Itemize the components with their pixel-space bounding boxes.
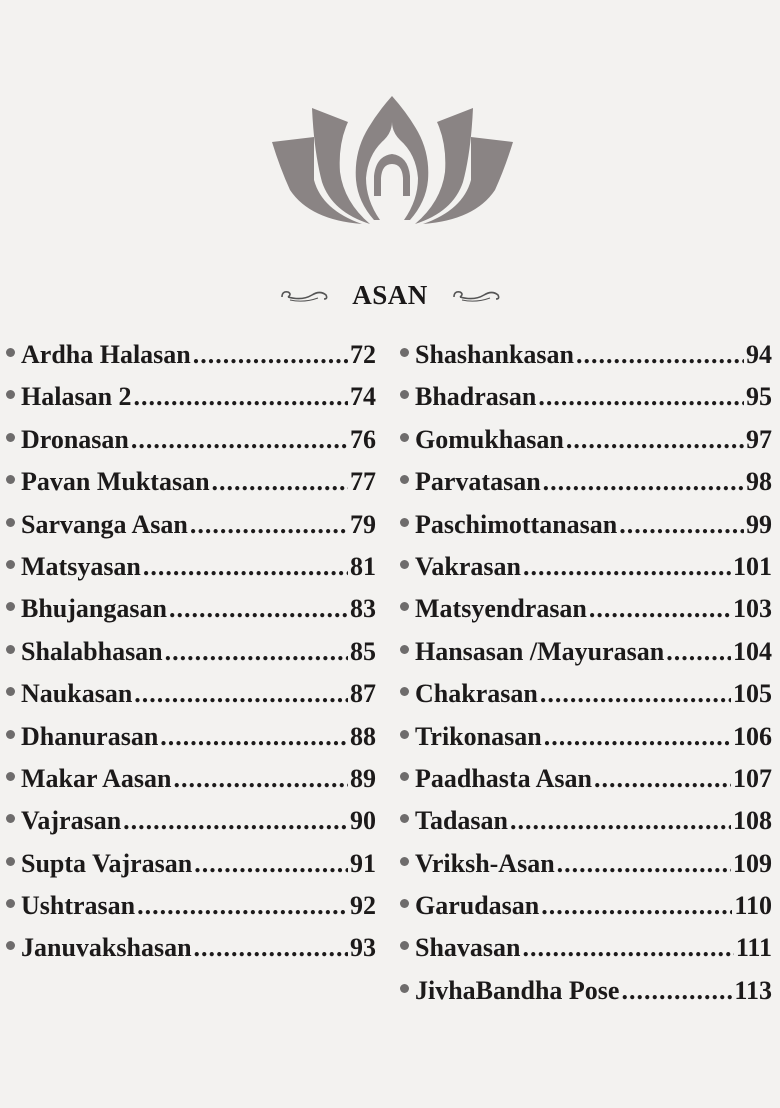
leader-dots (544, 722, 731, 752)
page-number: 76 (350, 424, 376, 454)
toc-entry[interactable] (400, 510, 772, 552)
leader-dots (134, 382, 348, 412)
bullet-icon (400, 941, 409, 950)
toc-entry[interactable] (400, 891, 772, 933)
swirl-flourish-icon (278, 287, 330, 305)
bullet-icon (400, 560, 409, 569)
page-number: 98 (746, 467, 772, 497)
page-number: 106 (733, 721, 772, 751)
entry-name: Pavan Muktasan (21, 467, 210, 497)
toc-entry[interactable] (400, 340, 772, 382)
page-number: 94 (746, 340, 772, 369)
bullet-icon (6, 772, 15, 781)
leader-dots (194, 933, 348, 963)
toc-entry[interactable] (6, 722, 376, 764)
entry-name: Naukasan (21, 679, 133, 709)
entry-name: Parvatasan (415, 467, 541, 497)
entry-name: Dhanurasan (21, 721, 159, 751)
leader-dots (543, 467, 744, 497)
bullet-icon (6, 390, 15, 399)
bullet-icon (400, 645, 409, 654)
leader-dots (160, 722, 348, 752)
bullet-icon (6, 602, 15, 611)
toc-entry[interactable] (400, 382, 772, 424)
bullet-icon (400, 772, 409, 781)
page-number: 87 (350, 679, 376, 709)
leader-dots (169, 594, 348, 624)
bullet-icon (6, 941, 15, 950)
page-number: 103 (733, 594, 772, 624)
entry-name: Shashankasan (415, 340, 574, 369)
toc-entry[interactable] (400, 552, 772, 594)
bullet-icon (6, 857, 15, 866)
entry-name: Matsyasan (21, 551, 141, 581)
leader-dots (566, 425, 744, 455)
toc-entry[interactable] (400, 722, 772, 764)
leader-dots (621, 976, 732, 1006)
toc-entry[interactable] (6, 552, 376, 594)
toc-entry[interactable] (400, 425, 772, 467)
entry-name: Garudasan (415, 891, 540, 921)
leader-dots (190, 510, 348, 540)
bullet-icon (400, 687, 409, 696)
entry-name: Paschimottanasan (415, 509, 618, 539)
page-number: 93 (350, 933, 376, 963)
toc-entry[interactable] (400, 933, 772, 975)
page-number: 101 (733, 551, 772, 581)
toc-entry[interactable] (6, 849, 376, 891)
bullet-icon (400, 984, 409, 993)
leader-dots (594, 764, 731, 794)
page-number: 110 (734, 891, 772, 921)
toc-entry[interactable] (400, 679, 772, 721)
bullet-icon (6, 560, 15, 569)
toc-entry[interactable] (400, 637, 772, 679)
page-number: 79 (350, 509, 376, 539)
leader-dots (165, 637, 348, 667)
bullet-icon (6, 687, 15, 696)
entry-name: Ushtrasan (21, 891, 136, 921)
bullet-icon (6, 475, 15, 484)
toc-entry[interactable] (400, 976, 772, 1018)
leader-dots (174, 764, 349, 794)
entry-name: Makar Aasan (21, 763, 172, 793)
page-number: 99 (746, 509, 772, 539)
bullet-icon (6, 433, 15, 442)
toc-column-left (6, 340, 376, 976)
toc-entry[interactable] (6, 679, 376, 721)
page-number: 85 (350, 636, 376, 666)
entry-name: Paadhasta Asan (415, 763, 592, 793)
page-number: 77 (350, 467, 376, 497)
leader-dots (134, 679, 348, 709)
leader-dots (212, 467, 348, 497)
entry-name: Trikonasan (415, 721, 542, 751)
entry-name: Gomukhasan (415, 424, 564, 454)
toc-entry[interactable] (6, 510, 376, 552)
leader-dots (541, 891, 732, 921)
entry-name: Januvakshasan (21, 933, 192, 963)
toc-entry[interactable] (6, 340, 376, 382)
page-number: 90 (350, 806, 376, 836)
bullet-icon (400, 899, 409, 908)
toc-entry[interactable] (400, 764, 772, 806)
page-number: 83 (350, 594, 376, 624)
leader-dots (510, 806, 731, 836)
entry-name: Matsyendrasan (415, 594, 587, 624)
leader-dots (193, 340, 348, 370)
bullet-icon (400, 814, 409, 823)
page-number: 89 (350, 763, 376, 793)
entry-name: Shavasan (415, 933, 521, 963)
toc-entry[interactable] (400, 594, 772, 636)
toc-entry[interactable] (400, 849, 772, 891)
entry-name: Vriksh-Asan (415, 848, 555, 878)
leader-dots (194, 849, 348, 879)
leader-dots (523, 933, 734, 963)
page-number: 81 (350, 551, 376, 581)
leader-dots (143, 552, 348, 582)
leader-dots (557, 849, 731, 879)
page-number: 91 (350, 848, 376, 878)
entry-name: JivhaBandha Pose (415, 975, 620, 1005)
page-number: 88 (350, 721, 376, 751)
toc-entry[interactable] (6, 933, 376, 975)
bullet-icon (400, 602, 409, 611)
page-number: 108 (733, 806, 772, 836)
toc-entry[interactable] (6, 806, 376, 848)
toc-entry[interactable] (400, 467, 772, 509)
section-heading (0, 280, 780, 311)
entry-name: Sarvanga Asan (21, 509, 188, 539)
entry-name: Shalabhasan (21, 636, 163, 666)
bullet-icon (6, 518, 15, 527)
leader-dots (576, 340, 744, 370)
page-number: 113 (734, 975, 772, 1005)
entry-name: Ardha Halasan (21, 340, 191, 369)
lotus-meditation-icon (270, 92, 515, 227)
entry-name: Vakrasan (415, 551, 521, 581)
entry-name: Hansasan /Mayurasan (415, 636, 665, 666)
bullet-icon (6, 730, 15, 739)
entry-name: Bhadrasan (415, 382, 537, 412)
bullet-icon (6, 645, 15, 654)
entry-name: Halasan 2 (21, 382, 132, 412)
leader-dots (523, 552, 731, 582)
bullet-icon (400, 857, 409, 866)
bullet-icon (6, 814, 15, 823)
bullet-icon (6, 348, 15, 357)
bullet-icon (400, 518, 409, 527)
toc-column-right (400, 340, 772, 1018)
entry-name: Chakrasan (415, 679, 538, 709)
page-number: 92 (350, 891, 376, 921)
bullet-icon (400, 348, 409, 357)
toc-entry[interactable] (6, 467, 376, 509)
bullet-icon (400, 433, 409, 442)
leader-dots (123, 806, 348, 836)
toc-entry[interactable] (6, 764, 376, 806)
bullet-icon (400, 390, 409, 399)
toc-entry[interactable] (400, 806, 772, 848)
page-number: 107 (733, 763, 772, 793)
toc-entry[interactable] (6, 637, 376, 679)
page-number: 111 (735, 933, 772, 963)
page-number: 97 (746, 424, 772, 454)
entry-name: Supta Vajrasan (21, 848, 193, 878)
toc-entry[interactable] (6, 382, 376, 424)
page-number: 105 (733, 679, 772, 709)
leader-dots (538, 382, 744, 412)
entry-name: Dronasan (21, 424, 129, 454)
bullet-icon (400, 475, 409, 484)
leader-dots (131, 425, 348, 455)
section-title: ASAN (352, 280, 428, 310)
page-number: 104 (733, 636, 772, 666)
leader-dots (137, 891, 348, 921)
page-number: 72 (350, 340, 376, 369)
toc-entry[interactable] (6, 891, 376, 933)
leader-dots (540, 679, 731, 709)
toc-entry[interactable] (6, 594, 376, 636)
swirl-flourish-icon (450, 287, 502, 305)
entry-name: Vajrasan (21, 806, 122, 836)
entry-name: Tadasan (415, 806, 508, 836)
page-number: 95 (746, 382, 772, 412)
leader-dots (619, 510, 744, 540)
leader-dots (589, 594, 731, 624)
entry-name: Bhujangasan (21, 594, 167, 624)
bullet-icon (400, 730, 409, 739)
page-number: 74 (350, 382, 376, 412)
toc-entry[interactable] (6, 425, 376, 467)
bullet-icon (6, 899, 15, 908)
leader-dots (666, 637, 731, 667)
page-number: 109 (733, 848, 772, 878)
